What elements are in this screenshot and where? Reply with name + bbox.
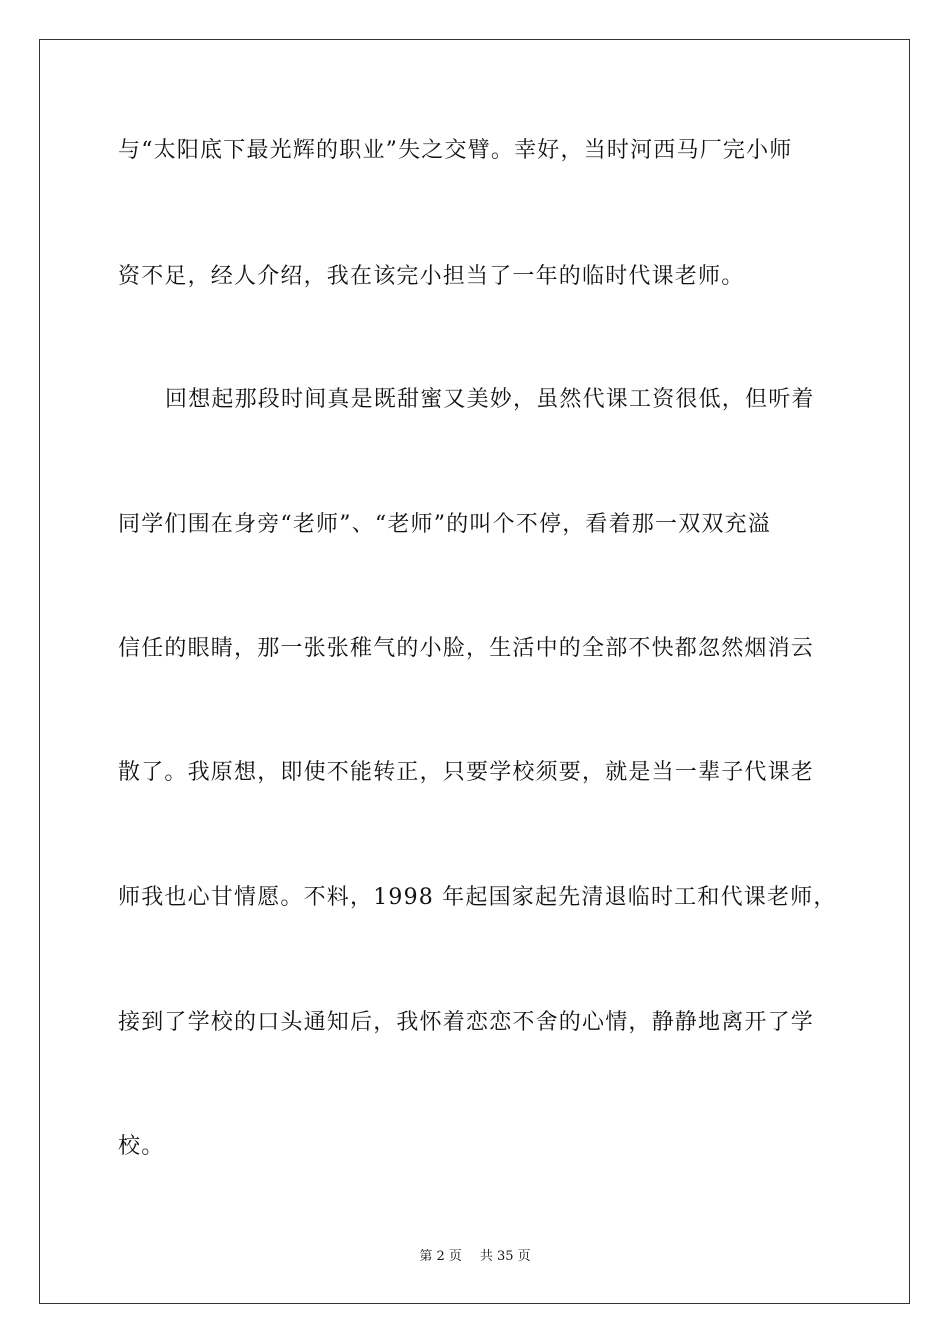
text-line-4: 同学们围在身旁“老师”、“老师”的叫个不停，看着那一双双充溢	[118, 512, 771, 537]
page-footer	[0, 1248, 950, 1266]
text-line-9: 校。	[118, 1134, 165, 1159]
total-pages: 共 35 页	[479, 1249, 531, 1264]
text-line-7: 师我也心甘情愿。不料，1998 年起国家起先清退临时工和代课老师，	[118, 885, 837, 910]
text-line-6: 散了。我原想，即使不能转正，只要学校须要，就是当一辈子代课老	[118, 760, 815, 785]
text-line-3: 回想起那段时间真是既甜蜜又美妙，虽然代课工资很低，但听着	[165, 387, 815, 412]
text-line-5: 信任的眼睛，那一张张稚气的小脸，生活中的全部不快都忽然烟消云	[118, 636, 815, 661]
page-border	[39, 39, 910, 1304]
text-line-2: 资不足，经人介绍，我在该完小担当了一年的临时代课老师。	[118, 264, 745, 289]
page-number: 第 2 页	[419, 1249, 462, 1264]
text-line-1: 与“太阳底下最光辉的职业”失之交臂。幸好，当时河西马厂完小师	[118, 138, 793, 163]
text-line-8: 接到了学校的口头通知后，我怀着恋恋不舍的心情，静静地离开了学	[118, 1010, 815, 1035]
